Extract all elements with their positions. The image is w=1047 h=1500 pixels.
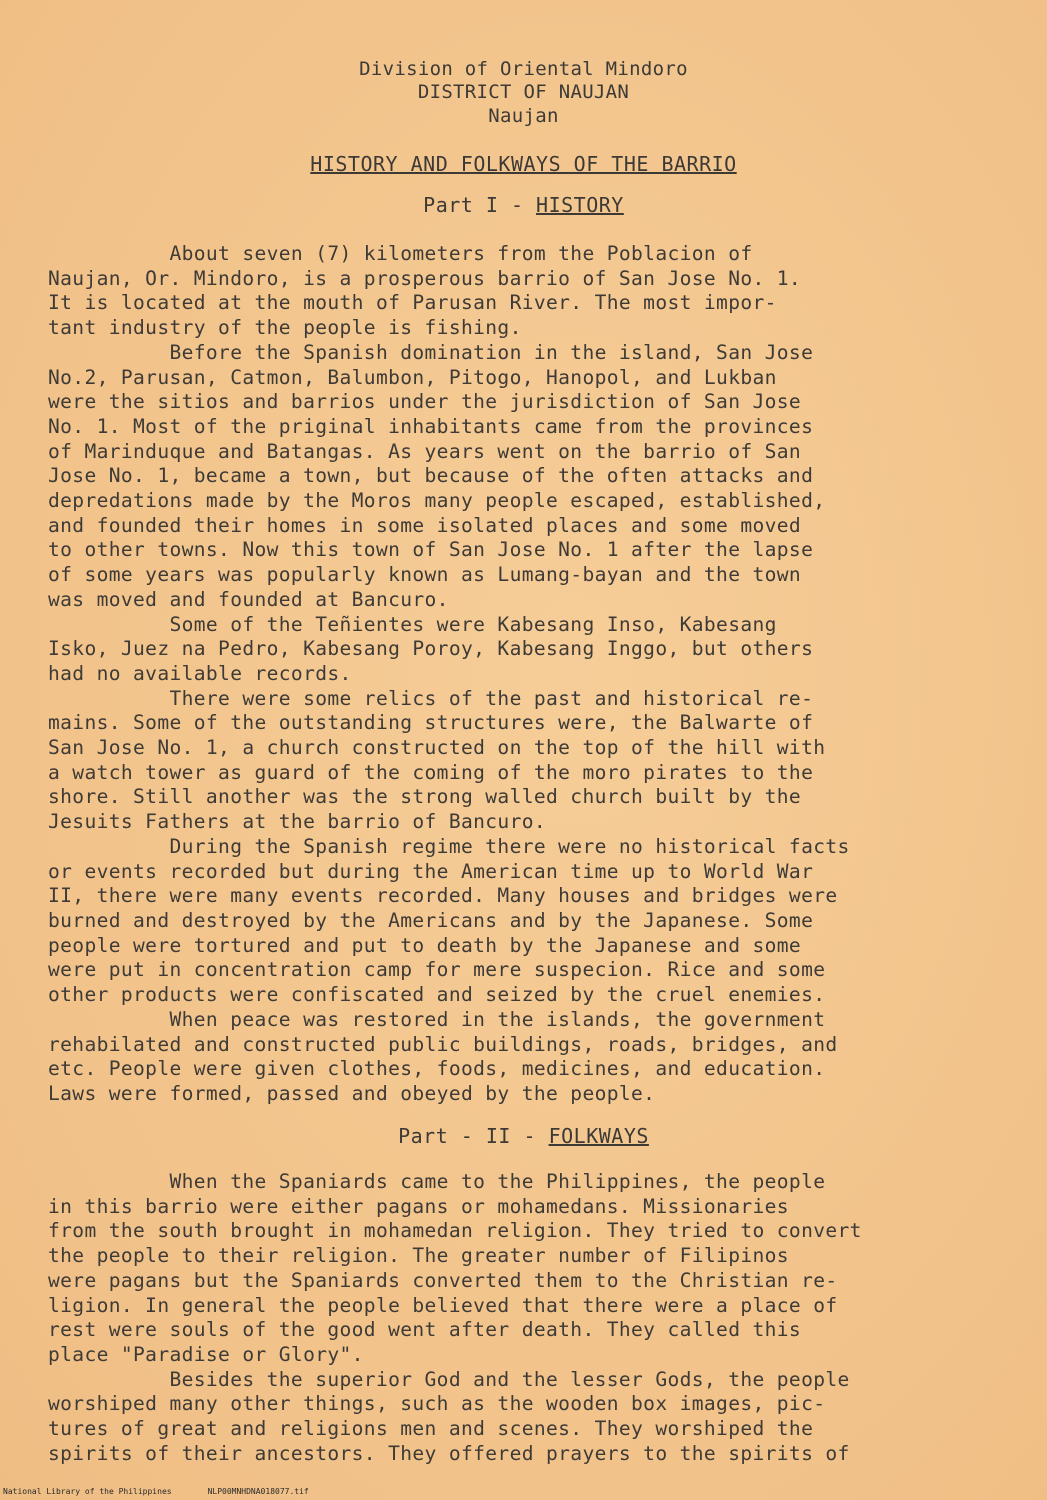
folkways-text: When the Spaniards came to the Philippines, the people in this barrio were either pagans or mohamedans. Missionaries from the south brought in mohamedan religion. They tried to convert the people to their religion. The greater number of Filipinos were pagans but the Spaniards converted them to the Christian re- ligion. In general the people believed that there were a place of rest were souls of the good went after death. They called this place "Paradise or Glory". Besides the superior God and the lesser Gods, the people worshiped many other things, such as the wooden box images, pic- tures of great and religions men and scenes. They worshiped the spirits of their ancestors. They offered prayers to the spirits of — [48, 1170, 862, 1465]
footer-file: NLP00MNHDNA018077.tif — [207, 1487, 309, 1496]
part-one-label: HISTORY — [536, 193, 624, 217]
history-text: About seven (7) kilometers from the Poblacion of Naujan, Or. Mindoro, is a prosperous barrio of San Jose No. 1. It is located at the mouth of Parusan River. The most impor- tant industry of the people is fishing. Before the Spanish domination in the island, San Jose No.2, Parusan, Catmon, Balumbon, Pitogo, Hanopol, and Lukban were the sitios and barrios under the jurisdiction of San Jose No. 1. Most of the priginal inhabitants came from the provinces of Marinduque and Batangas. As years went on the barrio of San Jose No. 1, became a town, but because of the often attacks and depredations made by the Moros many people escaped, established, and founded their homes in some isolated places and some moved to other towns. Now this town of San Jose No. 1 after the lapse of some years was popularly known as Lumang-bayan and the town was moved and founded at Bancuro. Some of the Teñientes were Kabesang Inso, Kabesang Isko, Juez na Pedro, Kabesang Poroy, Kabesang Inggo, but others had no available records. There were some relics of the past and historical re- mains. Some of the outstanding structures were, the Balwarte of San Jose No. 1, a church constructed on the top of the hill with a watch tower as guard of the coming of the moro pirates to the shore. Still another was the strong walled church built by the Jesuits Fathers at the barrio of Bancuro. During the Spanish regime there were no historical facts or events recorded but during the American time up to World War II, there were many events recorded. Many houses and bridges were burned and destroyed by the Americans and by the Japanese. Some people were tortured and put to death by the Japanese and some were put in concentration camp for mere suspecion. Rice and some other products were confiscated and seized by the cruel enemies. When peace was restored in the islands, the government rehabilated and constructed public buildings, roads, bridges, and etc. People were given clothes, foods, medicines, and education. Laws were formed, passed and obeyed by the people. — [48, 242, 850, 1105]
part-two-label: FOLKWAYS — [548, 1124, 649, 1148]
header-district: DISTRICT OF NAUJAN — [417, 81, 630, 103]
header-division: Division of Oriental Mindoro — [359, 58, 688, 80]
scan-footer — [3, 1487, 345, 1497]
part-two-prefix: Part - II - — [398, 1124, 549, 1148]
part-two-heading — [0, 1124, 1047, 1148]
header-town: Naujan — [488, 105, 559, 127]
part-one-heading — [0, 193, 1047, 217]
part-one-prefix: Part I - — [423, 193, 537, 217]
footer-library: National Library of the Philippines — [3, 1487, 172, 1496]
document-title: HISTORY AND FOLKWAYS OF THE BARRIO — [310, 152, 737, 176]
